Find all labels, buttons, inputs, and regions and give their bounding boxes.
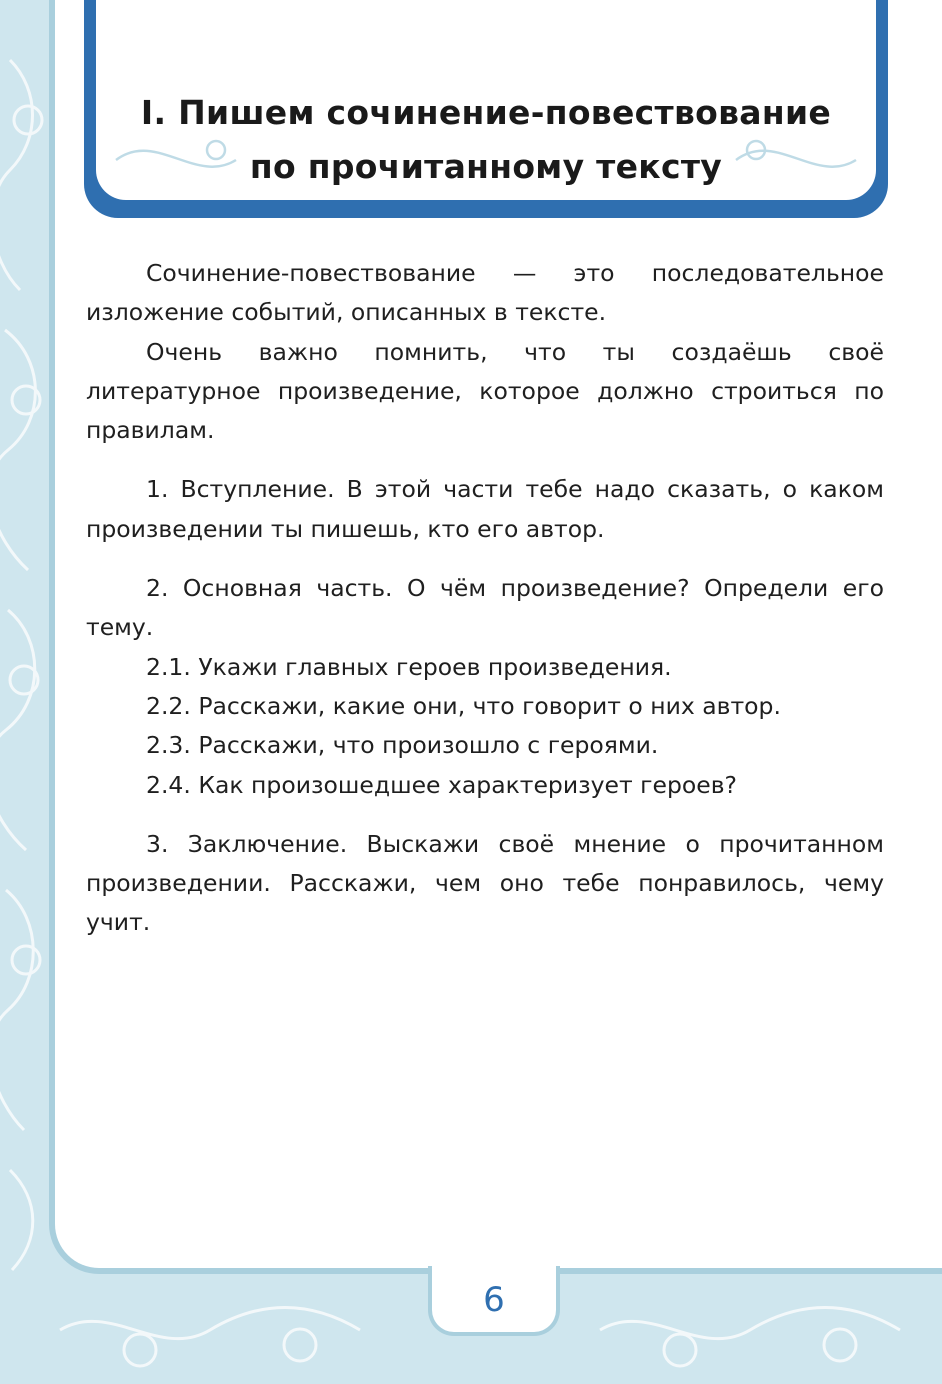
page-number: 6 [483, 1280, 505, 1320]
body-text [86, 254, 884, 943]
paragraph-intro: Очень важно помнить, что ты создаёшь своё литературное произведение, которое должно строиться по правилам. [86, 337, 884, 445]
paragraph-step-1: 1. Вступление. В этой части тебе надо сказать, о каком произведении ты пишешь, кто его автор. [86, 475, 884, 543]
paragraph-step-2: 2. Основная часть. О чём произведение? Определи его тему. [86, 574, 884, 642]
paragraph-step-2-3: 2.3. Расскажи, что произошло с героями. [146, 731, 659, 760]
paragraph-step-2-4: 2.4. Как произошедшее характеризует героев? [146, 770, 738, 799]
title-line-2: по прочитанному тексту [249, 147, 723, 186]
paragraph-step-2-1: 2.1. Укажи главных героев произведения. [146, 652, 672, 681]
paragraph-step-3: 3. Заключение. Выскажи своё мнение о прочитанном произведении. Расскажи, чем оно тебе понравилось, чему учит. [86, 829, 884, 937]
page-title [96, 86, 876, 194]
paragraph-definition: Сочинение-повествование — это последовательное изложение событий, описанных в тексте. [86, 259, 884, 327]
title-line-1: I. Пишем сочинение-повествование [140, 93, 832, 132]
paragraph-step-2-2: 2.2. Расскажи, какие они, что говорит о них автор. [146, 691, 781, 720]
